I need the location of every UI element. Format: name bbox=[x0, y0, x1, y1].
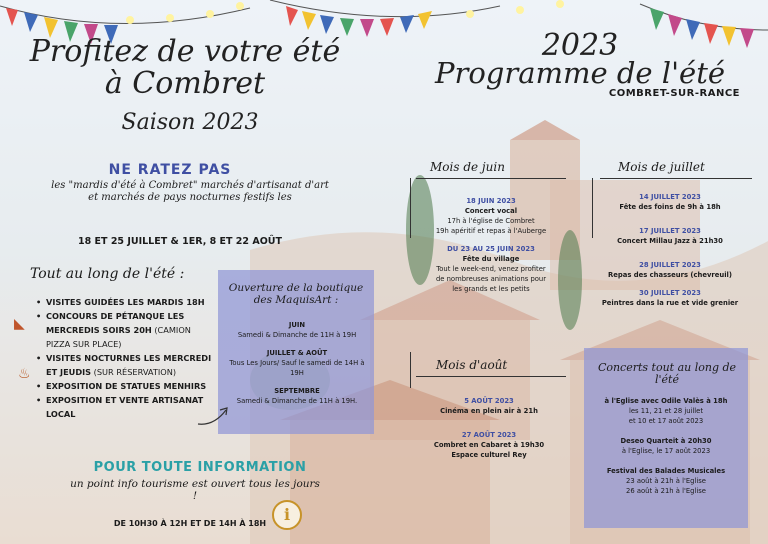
boutique-sept-text: Samedi & Dimanche de 11H à 19H. bbox=[236, 397, 358, 405]
event-detail: Espace culturel Rey bbox=[451, 451, 527, 459]
info-point-text: un point info tourisme est ouvert tous les jours ! bbox=[70, 478, 320, 502]
place-name: COMBRET-SUR-RANCE bbox=[608, 88, 740, 99]
event-title: Peintres dans la rue et vide grenier bbox=[601, 299, 739, 307]
concert-detail: 23 août à 21h à l'Eglise bbox=[626, 477, 706, 485]
juillet-events bbox=[582, 192, 758, 308]
event-date: 28 JUILLET 2023 bbox=[639, 261, 701, 269]
concert-title: Deseo Quarteit à 20h30 bbox=[620, 437, 712, 445]
event-title: Combret en Cabaret à 19h30 bbox=[433, 441, 545, 449]
info-hours: DE 10H30 À 12H ET DE 14H À 18H bbox=[113, 519, 267, 528]
list-item: • EXPOSITION DE STATUES MENHIRS bbox=[36, 379, 216, 393]
concerts-title: Concerts tout au long de l'été bbox=[597, 361, 737, 386]
event-date: 5 AOÛT 2023 bbox=[464, 397, 514, 405]
arrow-icon bbox=[196, 402, 230, 428]
event-date: 30 JUILLET 2023 bbox=[639, 289, 701, 297]
divider bbox=[410, 352, 411, 388]
torch-icon: ♨ bbox=[18, 366, 31, 382]
concert-detail: les 11, 21 et 28 juillet bbox=[628, 407, 704, 415]
event-date: 18 JUIN 2023 bbox=[466, 197, 516, 205]
event-date: 14 JUILLET 2023 bbox=[639, 193, 701, 201]
tout-long-heading: Tout au long de l'été : bbox=[30, 266, 185, 282]
event-detail: 17h à l'église de Combret bbox=[447, 217, 535, 225]
event-title: Cinéma en plein air à 21h bbox=[440, 407, 538, 415]
event-title: Repas des chasseurs (chevreuil) bbox=[608, 271, 732, 279]
ne-ratez-heading: NE RATEZ PAS bbox=[108, 162, 232, 178]
event-date: DU 23 AU 25 JUIN 2023 bbox=[447, 245, 535, 253]
concert-title: Festival des Balades Musicales bbox=[606, 467, 726, 475]
event-detail: Tout le week-end, venez profiter bbox=[436, 265, 546, 273]
concert-detail: à l'Eglise, le 17 août 2023 bbox=[621, 447, 711, 455]
boutique-juin-label: JUIN bbox=[288, 321, 306, 329]
event-date: 27 AOÛT 2023 bbox=[461, 431, 517, 439]
event-title: Fête du village bbox=[462, 255, 520, 263]
event-detail: 19h apéritif et repas à l'Auberge bbox=[435, 227, 547, 235]
boutique-sept-label: SEPTEMBRE bbox=[274, 387, 320, 395]
mardis-intro: les "mardis d'été à Combret" marchés d'artisanat d'art et marchés de pays nocturnes festifs les bbox=[51, 180, 329, 203]
event-detail: de nombreuses animations pour bbox=[435, 275, 547, 283]
pour-toute-info-heading: POUR TOUTE INFORMATION bbox=[93, 460, 307, 475]
list-item: • VISITES NOCTURNES LES MERCREDI ET JEUDIS (SUR RÉSERVATION) bbox=[36, 351, 216, 379]
boutique-hours bbox=[222, 320, 372, 406]
info-icon: i bbox=[272, 500, 302, 530]
program-title: Programme de l'été bbox=[434, 56, 726, 90]
program-year: 2023 bbox=[541, 28, 619, 63]
aout-events bbox=[404, 396, 574, 460]
juillet-heading: Mois de juillet bbox=[618, 160, 705, 174]
boutique-juin-text: Samedi & Dimanche de 11H à 19H bbox=[237, 331, 357, 339]
boutique-juillet-label: JUILLET & AOÛT bbox=[266, 349, 328, 357]
list-item: • EXPOSITION ET VENTE ARTISANAT LOCAL bbox=[36, 393, 216, 421]
boutique-juillet-text: Tous Les Jours/ Sauf le samedi de 14H à 19H bbox=[229, 359, 365, 377]
aout-heading: Mois d'août bbox=[436, 358, 508, 372]
event-date: 17 JUILLET 2023 bbox=[639, 227, 701, 235]
concerts-list bbox=[588, 396, 744, 496]
event-title: Concert Millau Jazz à 21h30 bbox=[617, 237, 723, 245]
event-title: Fête des foins de 9h à 18h bbox=[619, 203, 721, 211]
juin-heading: Mois de juin bbox=[430, 160, 505, 174]
divider bbox=[416, 376, 566, 377]
list-item: • CONCOURS DE PÉTANQUE LES MERCREDIS SOIRS 20H (CAMION PIZZA SUR PLACE) bbox=[36, 309, 216, 351]
concert-detail: 26 août à 21h à l'Eglise bbox=[626, 487, 706, 495]
pizza-icon: ◣ bbox=[14, 316, 25, 332]
season-label: Saison 2023 bbox=[121, 110, 259, 135]
boutique-title: Ouverture de la boutique des MaquisArt : bbox=[228, 282, 364, 306]
concert-detail: et 10 et 17 août 2023 bbox=[628, 417, 704, 425]
mardis-dates: 18 ET 25 JUILLET & 1ER, 8 ET 22 AOÛT bbox=[78, 236, 282, 247]
divider bbox=[416, 178, 566, 179]
event-title: Concert vocal bbox=[464, 207, 518, 215]
list-item: • VISITES GUIDÉES LES MARDIS 18H bbox=[36, 295, 216, 309]
juin-events bbox=[408, 196, 574, 294]
event-detail: les grands et les petits bbox=[452, 285, 530, 293]
activities-list bbox=[36, 295, 216, 421]
left-title: Profitez de votre été à Combret bbox=[29, 34, 341, 101]
concert-title: à l'Eglise avec Odile Valès à 18h bbox=[604, 397, 728, 405]
divider bbox=[600, 178, 752, 179]
